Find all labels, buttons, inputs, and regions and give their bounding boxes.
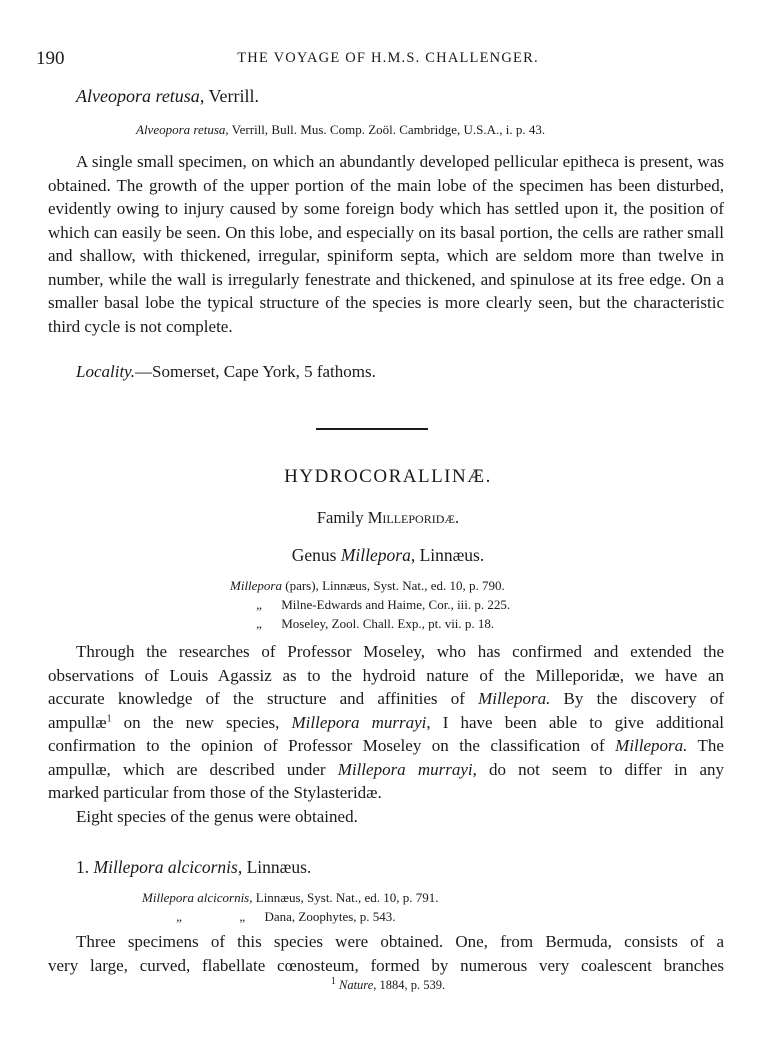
footnote-text: , 1884, p. 539. xyxy=(373,978,446,992)
family-heading xyxy=(0,508,776,528)
footnote-mark: 1 xyxy=(330,975,336,987)
citation-text: , Verrill, Bull. Mus. Comp. Zoöl. Cambridge, U.S.A., i. p. 43. xyxy=(225,122,546,137)
intro-line-1: Through the researches of Professor Moseley, who has confirmed and extended the xyxy=(76,642,724,661)
genus-ref: Millepora. xyxy=(615,736,688,755)
locality-label: Locality. xyxy=(76,362,136,381)
species-number: 1. xyxy=(76,857,90,877)
species-ref: Millepora murrayi xyxy=(291,712,427,732)
locality-line xyxy=(76,362,376,382)
citation-italic: Millepora xyxy=(230,578,282,593)
family-name: Milleporidæ. xyxy=(367,508,460,527)
text: ampullæ, which are described under xyxy=(48,759,338,779)
text: accurate knowledge of the structure and affinities of xyxy=(48,689,479,708)
alcicornis-description xyxy=(48,930,724,977)
running-head: THE VOYAGE OF H.M.S. CHALLENGER. xyxy=(237,50,539,66)
species-name: Millepora alcicornis xyxy=(93,857,238,877)
alcicornis-citation-2 xyxy=(160,909,396,925)
ditto-mark: „ xyxy=(176,909,182,924)
text: confirmation to the opinion of Professor Moseley on the classification of xyxy=(48,736,616,755)
intro-line-6 xyxy=(48,758,724,782)
ditto-mark: „ xyxy=(256,616,262,631)
species-author: , Linnæus. xyxy=(237,857,312,877)
species-heading-alcicornis xyxy=(76,857,311,878)
citation-text: Milne-Edwards and Haime, Cor., iii. p. 225. xyxy=(281,597,511,612)
citation-italic: Alveopora retusa xyxy=(136,122,226,137)
desc-line-2: very large, curved, flabellate cœnosteum, formed by numerous very coalescent branches xyxy=(48,955,724,975)
family-word: Family xyxy=(316,508,364,527)
genus-citation-2 xyxy=(240,597,510,613)
page-number: 190 xyxy=(36,48,65,69)
text: , I have been able to give additional xyxy=(426,712,724,732)
paragraph: A single small specimen, on which an abundantly developed pellicular epitheca is present, was obtained. The growth of the upper portion of the main lobe of the specimen has been disturbed, evidently owing to injury caused by some foreign body which has settled upon it, the position of which can easily be seen. On this lobe, and especially on its basal portion, the cells are rather small and shallow, with thickened, irregular, spiniform septa, which are seldom more than twelve in number, while the wall is irregularly fenestrate and thickened, and spinulose at its free edge. On a smaller basal lobe the typical structure of the species is more clearly seen, but the characteristic third cycle is not complete. xyxy=(48,152,724,336)
alcicornis-citation-1 xyxy=(142,890,438,906)
text: do not seem to differ in any xyxy=(476,759,724,779)
intro-line-4 xyxy=(48,711,724,735)
species-heading-alveopora xyxy=(76,86,259,107)
alveopora-description xyxy=(48,150,724,338)
intro-line-2: observations of Louis Agassiz as to the hydroid nature of the Milleporidæ, we have an xyxy=(48,665,724,685)
section-title: HYDROCORALLINÆ. xyxy=(284,466,492,487)
genus-citation-3 xyxy=(240,616,494,632)
locality-text: —Somerset, Cape York, 5 fathoms. xyxy=(135,362,376,381)
text: By the discovery of xyxy=(563,689,725,708)
citation-text: Moseley, Zool. Chall. Exp., pt. vii. p. 18. xyxy=(281,616,495,631)
genus-word: Genus xyxy=(291,545,337,565)
intro-line-8: Eight species of the genus were obtained. xyxy=(76,806,358,826)
species-name: Alveopora retusa xyxy=(76,86,200,106)
intro-line-7: marked particular from those of the Stylasteridæ. xyxy=(48,783,382,802)
genus-name: Millepora xyxy=(340,545,411,565)
text: The xyxy=(697,736,724,755)
intro-line-5 xyxy=(48,734,724,758)
citation-italic: Millepora alcicornis xyxy=(142,890,250,905)
millepora-intro xyxy=(48,640,724,828)
footnote xyxy=(0,975,776,993)
citation-alveopora xyxy=(136,122,545,138)
desc-line-1: Three specimens of this species were obtained. One, from Bermuda, consists of a xyxy=(76,932,724,951)
ditto-mark: „ xyxy=(239,909,246,924)
intro-line-3 xyxy=(48,687,724,711)
citation-text: , Linnæus, Syst. Nat., ed. 10, p. 791. xyxy=(249,890,439,905)
citation-text: (pars), Linnæus, Syst. Nat., ed. 10, p. 790. xyxy=(282,578,505,593)
citation-text: Dana, Zoophytes, p. 543. xyxy=(264,909,396,924)
section-divider xyxy=(316,428,428,430)
genus-ref: Millepora. xyxy=(478,689,551,708)
text: on the new species, xyxy=(111,712,292,732)
species-author: , Verrill. xyxy=(199,86,259,106)
ditto-mark: „ xyxy=(256,597,262,612)
genus-heading xyxy=(0,545,776,566)
genus-author: , Linnæus. xyxy=(410,545,485,565)
page-header xyxy=(36,48,740,70)
footnote-ref[interactable]: 1 xyxy=(106,712,112,724)
species-ref: Millepora murrayi, xyxy=(337,759,477,779)
footnote-journal: Nature xyxy=(338,978,374,992)
text: ampullæ xyxy=(48,712,107,732)
genus-citation-1 xyxy=(230,578,505,594)
